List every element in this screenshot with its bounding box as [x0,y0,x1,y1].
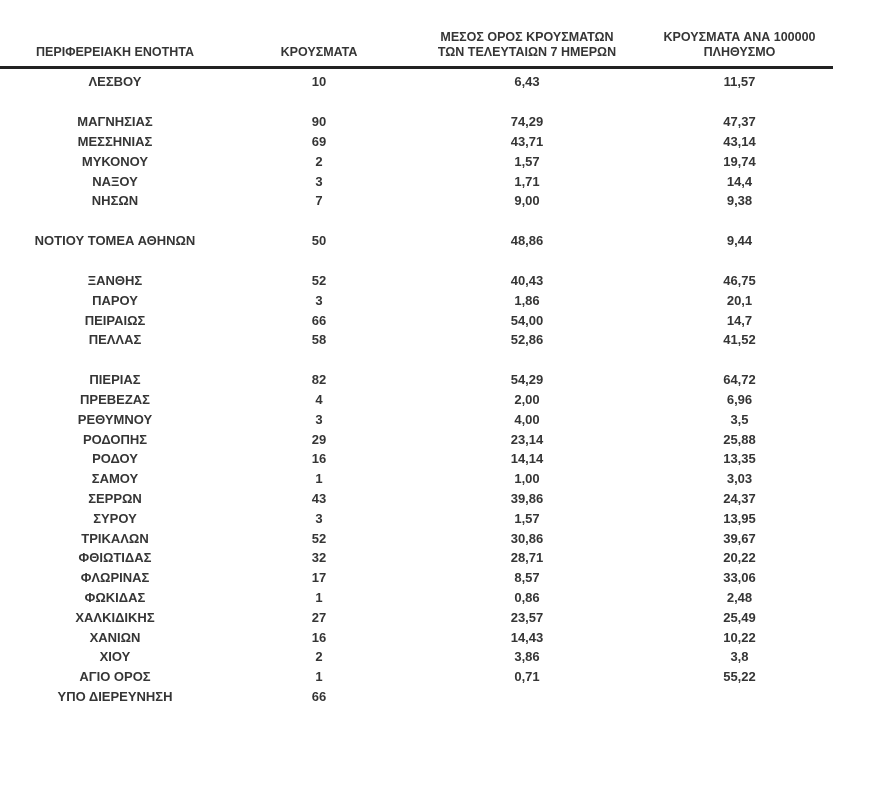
region-cell: ΥΠΟ ΔΙΕΡΕΥΝΗΣΗ [57,688,173,704]
table-row [0,647,833,667]
avg7-cell: 1,00 [514,471,540,487]
region-cell: ΠΕΛΛΑΣ [88,332,142,348]
table-row [0,667,833,687]
cases-cell: 69 [311,133,327,149]
table-row [0,290,833,310]
per100k-cell: 20,1 [726,292,753,308]
avg7-cell: 1,57 [514,153,540,169]
region-cell: ΞΑΝΘΗΣ [87,272,143,288]
cases-cell: 52 [311,530,327,546]
cases-cell: 16 [311,451,327,467]
table-row [0,489,833,509]
avg7-cell [408,687,646,707]
table-row [0,171,833,191]
avg7-cell: 74,29 [510,114,544,130]
table-row [0,469,833,489]
cases-cell: 27 [311,609,327,625]
per100k-cell [646,687,833,707]
region-cell: ΧΑΝΙΩΝ [89,629,141,645]
per100k-cell: 13,35 [723,451,756,467]
avg7-cell: 0,71 [514,669,540,685]
avg7-cell: 54,00 [510,312,544,328]
cases-cell: 1 [315,471,323,487]
spacer-cell [0,350,833,370]
table-row [0,390,833,410]
avg7-cell: 3,86 [514,649,540,665]
avg7-cell: 14,14 [510,451,544,467]
cases-cell: 52 [311,272,327,288]
cases-cell: 66 [311,312,327,328]
spacer-row [0,251,833,271]
column-header-avg7: ΜΕΣΟΣ ΟΡΟΣ ΚΡΟΥΣΜΑΤΩΝ ΤΩΝ ΤΕΛΕΥΤΑΙΩΝ 7 ΗΜΕΡΩΝ [408,30,646,68]
cases-cell: 7 [315,193,323,209]
per100k-cell: 10,22 [723,629,756,645]
avg7-cell: 48,86 [510,233,544,249]
cases-cell: 1 [315,669,323,685]
avg7-cell: 1,86 [514,292,540,308]
avg7-cell: 4,00 [514,411,540,427]
cases-cell: 82 [311,372,327,388]
region-cell: ΦΩΚΙΔΑΣ [84,589,146,605]
region-cell: ΡΟΔΟΠΗΣ [82,431,148,447]
avg7-cell: 2,00 [514,391,540,407]
cases-cell: 2 [315,153,323,169]
cases-cell: 3 [315,510,323,526]
per100k-cell: 20,22 [723,550,756,566]
avg7-cell: 0,86 [514,589,540,605]
region-cell: ΝΑΞΟΥ [92,173,138,189]
spacer-row [0,211,833,231]
avg7-cell: 8,57 [514,570,540,586]
table-row [0,151,833,171]
spacer-row [0,350,833,370]
avg7-cell: 54,29 [510,372,544,388]
table-row [0,68,833,92]
avg7-cell: 40,43 [510,272,544,288]
table-row [0,687,833,707]
table-row [0,429,833,449]
per100k-cell: 25,49 [723,609,756,625]
avg7-cell: 28,71 [510,550,544,566]
cases-cell: 4 [315,391,323,407]
table-row [0,330,833,350]
avg7-cell: 23,57 [510,609,544,625]
table-header-row [0,30,833,68]
table-row [0,409,833,429]
spacer-cell [0,251,833,271]
avg7-cell: 1,57 [514,510,540,526]
avg7-cell: 52,86 [510,332,544,348]
per100k-cell: 3,5 [730,411,749,427]
region-cell: ΣΕΡΡΩΝ [88,490,142,506]
cases-cell: 3 [315,292,323,308]
avg7-cell: 6,43 [514,74,540,90]
table-row [0,508,833,528]
per100k-cell: 55,22 [723,669,756,685]
avg7-cell: 23,14 [510,431,544,447]
region-cell: ΜΥΚΟΝΟΥ [81,153,149,169]
region-cell: ΦΘΙΩΤΙΔΑΣ [78,550,152,566]
per100k-cell: 33,06 [723,570,756,586]
cases-cell: 50 [311,233,327,249]
cases-cell: 43 [311,490,327,506]
column-header-region: ΠΕΡΙΦΕΡΕΙΑΚΗ ΕΝΟΤΗΤΑ [0,30,230,68]
region-cell: ΛΕΣΒΟΥ [88,74,142,90]
per100k-cell: 41,52 [723,332,756,348]
table-row [0,132,833,152]
avg7-cell: 9,00 [514,193,540,209]
region-cell: ΡΟΔΟΥ [92,451,138,467]
cases-cell: 2 [315,649,323,665]
avg7-cell: 1,71 [514,173,540,189]
cases-cell: 66 [311,688,327,704]
per100k-cell: 25,88 [723,431,756,447]
table-row [0,449,833,469]
avg7-cell: 43,71 [510,133,544,149]
region-cell: ΠΡΕΒΕΖΑΣ [80,391,150,407]
per100k-cell: 19,74 [723,153,756,169]
per100k-cell: 3,03 [726,471,753,487]
spacer-row [0,92,833,112]
per100k-cell: 64,72 [723,372,756,388]
per100k-cell: 11,57 [723,74,756,90]
table-row [0,588,833,608]
column-header-per100k: ΚΡΟΥΣΜΑΤΑ ΑΝΑ 100000 ΠΛΗΘΥΣΜΟ [646,30,833,68]
per100k-cell: 39,67 [723,530,756,546]
avg7-cell: 30,86 [510,530,544,546]
table-row [0,112,833,132]
per100k-cell: 6,96 [726,391,753,407]
column-header-cases: ΚΡΟΥΣΜΑΤΑ [230,30,408,68]
avg7-cell: 14,43 [510,629,544,645]
region-cell: ΧΑΛΚΙΔΙΚΗΣ [75,609,155,625]
table-row [0,271,833,291]
region-cell: ΣΥΡΟΥ [93,510,137,526]
cases-cell: 29 [311,431,327,447]
per100k-cell: 47,37 [723,114,756,130]
region-cell: ΝΗΣΩΝ [91,193,139,209]
region-cell: ΝΟΤΙΟΥ ΤΟΜΕΑ ΑΘΗΝΩΝ [34,233,196,249]
table-row [0,528,833,548]
table-row [0,231,833,251]
per100k-cell: 24,37 [723,490,756,506]
table-row [0,191,833,211]
region-cell: ΠΙΕΡΙΑΣ [89,372,141,388]
region-cell: ΑΓΙΟ ΟΡΟΣ [79,669,151,685]
table-row [0,370,833,390]
table-row [0,607,833,627]
region-cell: ΤΡΙΚΑΛΩΝ [81,530,149,546]
avg7-cell: 39,86 [510,490,544,506]
region-cell: ΜΑΓΝΗΣΙΑΣ [77,114,153,130]
per100k-cell: 14,4 [726,173,753,189]
per100k-cell: 3,8 [730,649,749,665]
per100k-cell: 43,14 [723,133,756,149]
table-row [0,568,833,588]
cases-cell: 58 [311,332,327,348]
per100k-cell: 13,95 [723,510,756,526]
spacer-cell [0,211,833,231]
per100k-cell: 14,7 [726,312,753,328]
per100k-cell: 9,44 [726,233,753,249]
table-row [0,310,833,330]
spacer-cell [0,92,833,112]
table-body [0,68,833,707]
cases-cell: 90 [311,114,327,130]
table-row [0,627,833,647]
cases-cell: 32 [311,550,327,566]
region-cell: ΠΑΡΟΥ [92,292,138,308]
table-header [0,30,833,68]
cases-cell: 16 [311,629,327,645]
table-row [0,548,833,568]
cases-cell: 3 [315,411,323,427]
region-cell: ΦΛΩΡΙΝΑΣ [80,570,150,586]
cases-cell: 3 [315,173,323,189]
cases-cell: 10 [311,74,327,90]
region-cell: ΣΑΜΟΥ [91,471,139,487]
per100k-cell: 2,48 [726,589,753,605]
region-cell: ΧΙΟΥ [99,649,131,665]
cases-cell: 1 [315,589,323,605]
regional-cases-table [0,30,833,706]
region-cell: ΠΕΙΡΑΙΩΣ [84,312,146,328]
cases-cell: 17 [311,570,327,586]
region-cell: ΡΕΘΥΜΝΟΥ [77,411,153,427]
per100k-cell: 46,75 [723,272,756,288]
region-cell: ΜΕΣΣΗΝΙΑΣ [77,133,153,149]
per100k-cell: 9,38 [726,193,753,209]
